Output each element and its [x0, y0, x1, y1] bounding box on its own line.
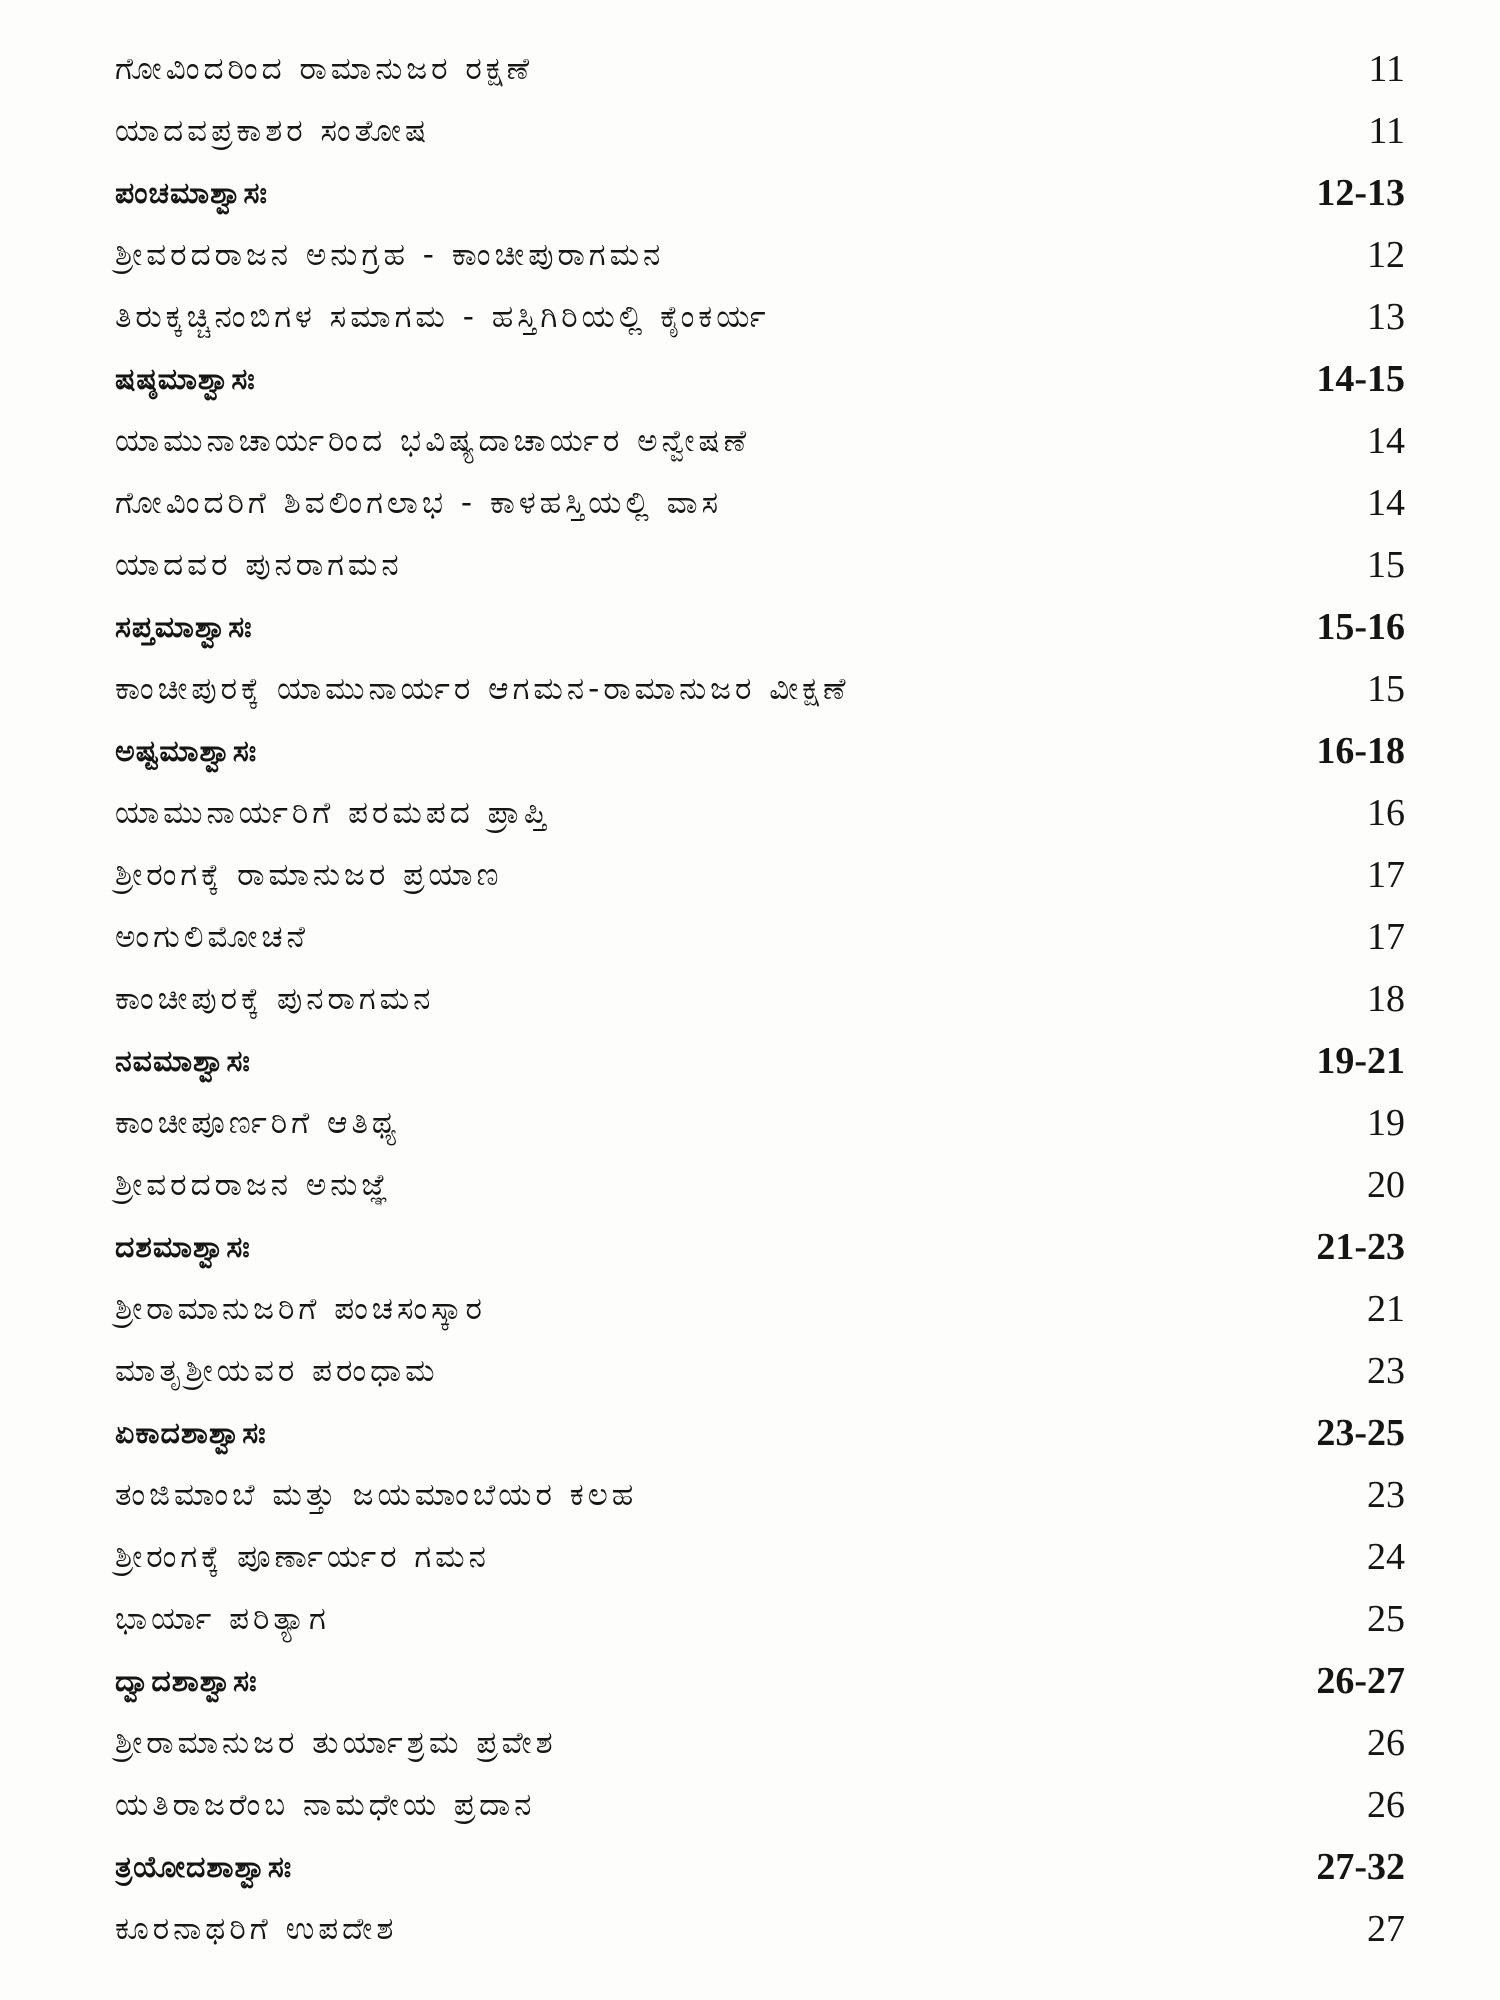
toc-section-heading: [115, 1030, 1405, 1092]
entry-title: ಮಾತೃಶ್ರೀಯವರ ಪರಂಧಾಮ: [115, 1352, 439, 1389]
entry-page-number: 13: [1367, 296, 1405, 338]
section-page-range: 26-27: [1316, 1660, 1405, 1702]
entry-page-number: 21: [1367, 1288, 1405, 1330]
section-page-range: 14-15: [1316, 358, 1405, 400]
entry-title: ಶ್ರೀರಾಮಾನುಜರ ತುರ್ಯಾಶ್ರಮ ಪ್ರವೇಶ: [115, 1724, 557, 1761]
entry-page-number: 24: [1367, 1536, 1405, 1578]
entry-title: ಕಾಂಚೀಪುರಕ್ಕೆ ಪುನರಾಗಮನ: [115, 980, 435, 1017]
entry-title: ಯಾಮುನಾರ್ಯರಿಗೆ ಪರಮಪದ ಪ್ರಾಪ್ತಿ: [115, 794, 551, 831]
entry-title: ಅಂಗುಲಿಮೋಚನೆ: [115, 918, 310, 955]
entry-page-number: 11: [1368, 48, 1405, 90]
section-title: ನವಮಾಶ್ವಾಸಃ: [115, 1043, 251, 1079]
section-title: ಅಷ್ಟಮಾಶ್ವಾಸಃ: [115, 733, 258, 769]
entry-page-number: 26: [1367, 1784, 1405, 1826]
entry-title: ಕೂರನಾಥರಿಗೆ ಉಪದೇಶ: [115, 1910, 398, 1947]
toc-entry: [115, 844, 1405, 906]
entry-title: ಯಾದವಪ್ರಕಾಶರ ಸಂತೋಷ: [115, 112, 431, 149]
entry-title: ಭಾರ್ಯಾ ಪರಿತ್ಯಾಗ: [115, 1600, 330, 1637]
toc-entry: [115, 534, 1405, 596]
section-page-range: 19-21: [1316, 1040, 1405, 1082]
entry-title: ಗೋವಿಂದರಿಗೆ ಶಿವಲಿಂಗಲಾಭ - ಕಾಳಹಸ್ತಿಯಲ್ಲಿ ವಾಸ: [115, 484, 723, 521]
entry-title: ಶ್ರೀರಂಗಕ್ಕೆ ರಾಮಾನುಜರ ಪ್ರಯಾಣ: [115, 856, 503, 893]
toc-section-heading: [115, 720, 1405, 782]
toc-entry: [115, 906, 1405, 968]
toc-entry: [115, 1588, 1405, 1650]
section-page-range: 16-18: [1316, 730, 1405, 772]
entry-title: ಕಾಂಚೀಪುರಕ್ಕೆ ಯಾಮುನಾರ್ಯರ ಆಗಮನ-ರಾಮಾನುಜರ ವೀಕ್ಷಣೆ: [115, 670, 850, 707]
toc-entry: [115, 1898, 1405, 1960]
entry-title: ಕಾಂಚೀಪೂರ್ಣರಿಗೆ ಆತಿಥ್ಯ: [115, 1104, 401, 1141]
section-page-range: 12-13: [1316, 172, 1405, 214]
toc-entry: [115, 410, 1405, 472]
entry-page-number: 11: [1368, 110, 1405, 152]
entry-page-number: 17: [1367, 916, 1405, 958]
entry-page-number: 27: [1367, 1908, 1405, 1950]
section-title: ದಶಮಾಶ್ವಾಸಃ: [115, 1229, 251, 1265]
entry-title: ಯಾದವರ ಪುನರಾಗಮನ: [115, 546, 403, 583]
toc-section-heading: [115, 162, 1405, 224]
entry-page-number: 14: [1367, 482, 1405, 524]
section-title: ಪಂಚಮಾಶ್ವಾಸಃ: [115, 175, 268, 211]
toc-section-heading: [115, 1650, 1405, 1712]
toc-section-heading: [115, 596, 1405, 658]
entry-page-number: 23: [1367, 1474, 1405, 1516]
toc-section-heading: [115, 1402, 1405, 1464]
toc-entry: [115, 38, 1405, 100]
entry-title: ಗೋವಿಂದರಿಂದ ರಾಮಾನುಜರ ರಕ್ಷಣೆ: [115, 50, 534, 87]
entry-title: ಶ್ರೀರಂಗಕ್ಕೆ ಪೂರ್ಣಾರ್ಯರ ಗಮನ: [115, 1538, 490, 1575]
toc-entry: [115, 1774, 1405, 1836]
section-title: ಷಷ್ಠಮಾಶ್ವಾಸಃ: [115, 361, 256, 397]
toc-entry: [115, 224, 1405, 286]
toc-entry: [115, 472, 1405, 534]
toc-entry: [115, 1712, 1405, 1774]
toc-entry: [115, 1464, 1405, 1526]
section-page-range: 15-16: [1316, 606, 1405, 648]
entry-page-number: 23: [1367, 1350, 1405, 1392]
toc-entry: [115, 286, 1405, 348]
entry-title: ಶ್ರೀರಾಮಾನುಜರಿಗೆ ಪಂಚಸಂಸ್ಕಾರ: [115, 1290, 486, 1327]
entry-title: ಯತಿರಾಜರೆಂಬ ನಾಮಧೇಯ ಪ್ರದಾನ: [115, 1786, 536, 1823]
section-title: ತ್ರಯೋದಶಾಶ್ವಾಸಃ: [115, 1849, 293, 1885]
toc-entry: [115, 1340, 1405, 1402]
entry-page-number: 14: [1367, 420, 1405, 462]
toc-section-heading: [115, 1216, 1405, 1278]
entry-page-number: 26: [1367, 1722, 1405, 1764]
section-page-range: 21-23: [1316, 1226, 1405, 1268]
entry-title: ಶ್ರೀವರದರಾಜನ ಅನುಗ್ರಹ - ಕಾಂಚೀಪುರಾಗಮನ: [115, 236, 665, 273]
entry-page-number: 19: [1367, 1102, 1405, 1144]
entry-page-number: 17: [1367, 854, 1405, 896]
entry-title: ಯಾಮುನಾಚಾರ್ಯರಿಂದ ಭವಿಷ್ಯದಾಚಾರ್ಯರ ಅನ್ವೇಷಣೆ: [115, 422, 751, 459]
toc-entry: [115, 1526, 1405, 1588]
entry-page-number: 15: [1367, 544, 1405, 586]
section-title: ಏಕಾದಶಾಶ್ವಾಸಃ: [115, 1415, 267, 1451]
entry-title: ತಿರುಕ್ಕಚ್ಚಿನಂಬಿಗಳ ಸಮಾಗಮ - ಹಸ್ತಿಗಿರಿಯಲ್ಲಿ ಕೈಂಕರ್ಯ: [115, 298, 770, 335]
toc-section-heading: [115, 1836, 1405, 1898]
entry-title: ಶ್ರೀವರದರಾಜನ ಅನುಜ್ಞೆ: [115, 1166, 392, 1203]
entry-page-number: 15: [1367, 668, 1405, 710]
toc-entry: [115, 1092, 1405, 1154]
toc-entry: [115, 1278, 1405, 1340]
section-title: ಸಪ್ತಮಾಶ್ವಾಸಃ: [115, 609, 253, 645]
toc-entry: [115, 658, 1405, 720]
toc-entry: [115, 100, 1405, 162]
entry-page-number: 16: [1367, 792, 1405, 834]
toc-section-heading: [115, 348, 1405, 410]
section-title: ದ್ವಾದಶಾಶ್ವಾಸಃ: [115, 1663, 258, 1699]
entry-page-number: 25: [1367, 1598, 1405, 1640]
entry-page-number: 18: [1367, 978, 1405, 1020]
section-page-range: 27-32: [1316, 1846, 1405, 1888]
toc-entry: [115, 1154, 1405, 1216]
entry-page-number: 12: [1367, 234, 1405, 276]
section-page-range: 23-25: [1316, 1412, 1405, 1454]
toc-entry: [115, 782, 1405, 844]
toc-entry: [115, 968, 1405, 1030]
entry-page-number: 20: [1367, 1164, 1405, 1206]
entry-title: ತಂಜಿಮಾಂಬೆ ಮತ್ತು ಜಯಮಾಂಬೆಯರ ಕಲಹ: [115, 1476, 638, 1513]
table-of-contents: [115, 38, 1405, 1960]
